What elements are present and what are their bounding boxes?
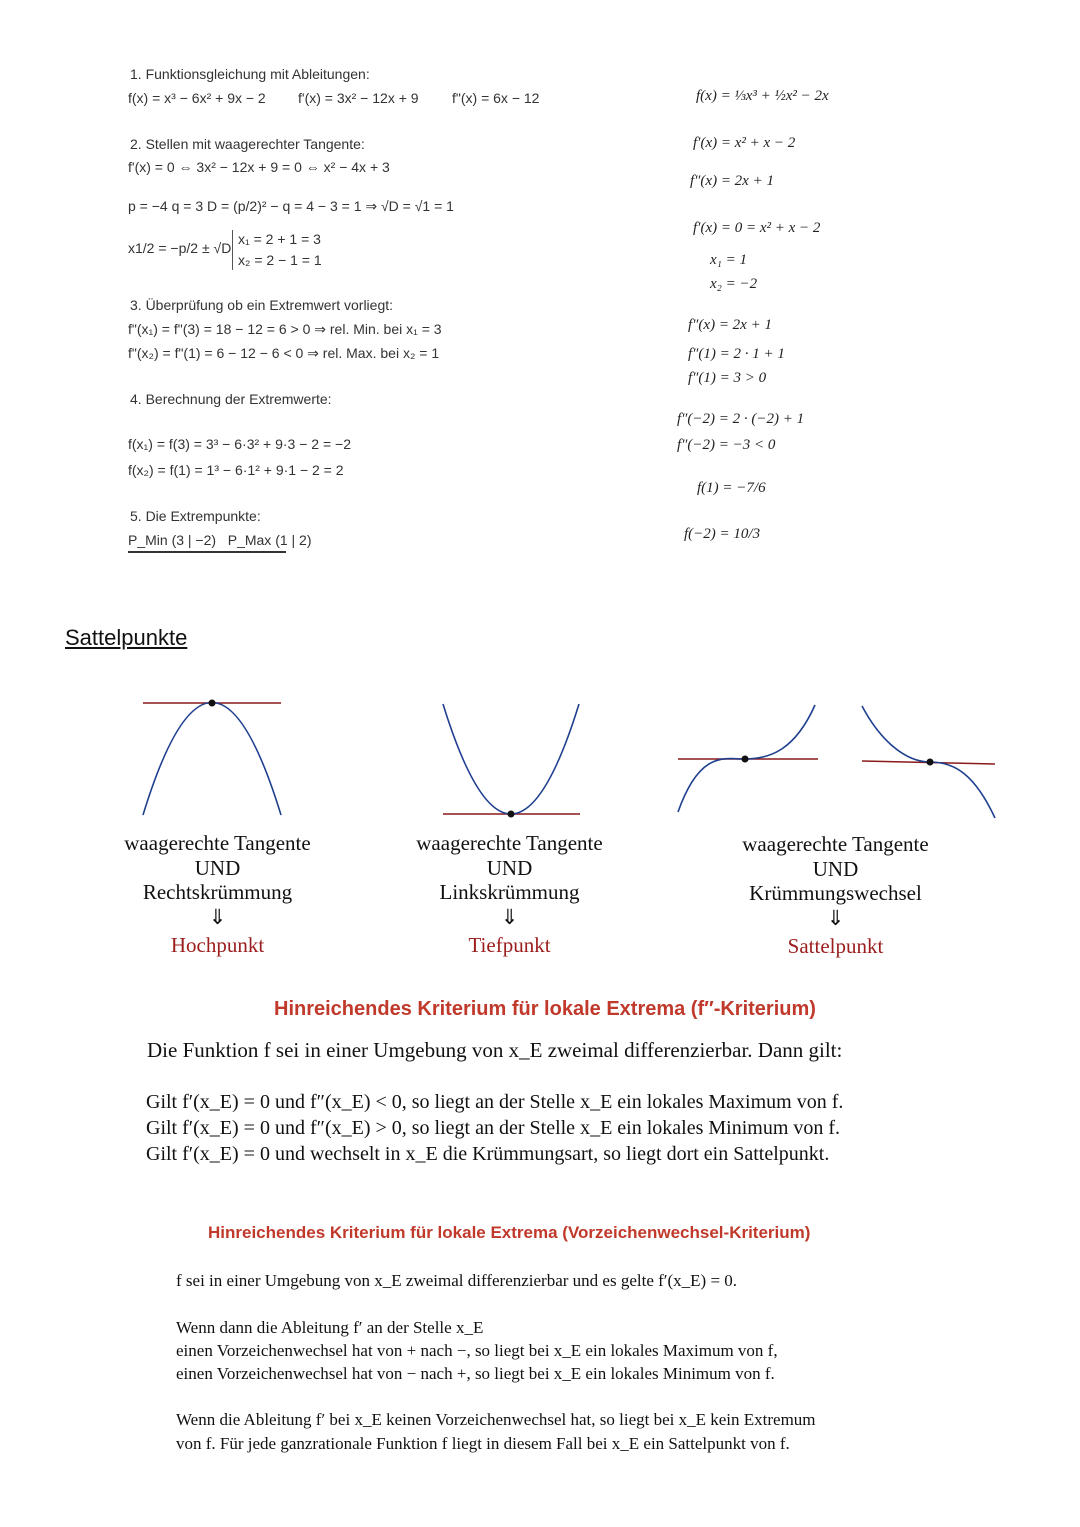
caption-saddle-line3: Krümmungswechsel xyxy=(749,881,922,905)
criterion1-line1: Gilt f′(x_E) = 0 und f″(x_E) < 0, so liegt an der Stelle x_E ein lokales Maximum von f. xyxy=(146,1091,844,1113)
step4-line2: f(x₂) = f(1) = 1³ − 6·1² + 9·1 − 2 = 2 xyxy=(128,462,344,478)
step2-equation: f'(x) = 0 ⇔ 3x² − 12x + 9 = 0 ⇔ x² − 4x + 3 xyxy=(128,159,390,175)
criterion2-title: Hinreichendes Kriterium für lokale Extrema (Vorzeichenwechsel-Kriterium) xyxy=(208,1223,811,1242)
step4-line1: f(x₁) = f(3) = 3³ − 6·3² + 9·3 − 2 = −2 xyxy=(128,436,351,452)
step1-function: f(x) = x³ − 6x² + 9x − 2 xyxy=(128,90,266,106)
right-first-derivative: f′(x) = x² + x − 2 xyxy=(693,135,796,151)
min-point xyxy=(508,811,515,818)
caption-saddle-line2: UND xyxy=(812,856,859,881)
right-x2: x₂ = −2 xyxy=(710,276,758,292)
caption-saddle-result: Sattelpunkt xyxy=(787,934,884,958)
caption-minimum-line1: waagerechte Tangente xyxy=(416,831,603,855)
criterion2-p1-line2: einen Vorzeichenwechsel hat von + nach −, so liegt bei x_E ein lokales Maximum von f, xyxy=(176,1341,778,1360)
right-check1: f″(1) = 2 · 1 + 1 xyxy=(688,346,785,362)
caption-minimum-arrow: ⇓ xyxy=(500,904,519,929)
right-value1: f(1) = −7/6 xyxy=(697,480,766,496)
right-x1: x₁ = 1 xyxy=(710,252,747,268)
criterion2-p1-line1: Wenn dann die Ableitung f′ an der Stelle x_E xyxy=(176,1318,484,1337)
right-second-derivative: f″(x) = 2x + 1 xyxy=(690,173,774,189)
right-check2: f″(−2) = 2 · (−2) + 1 xyxy=(677,411,805,427)
caption-maximum xyxy=(100,831,335,958)
step2-pq: p = −4 q = 3 D = (p/2)² − q = 4 − 3 = 1 ⇒ √D = √1 = 1 xyxy=(128,198,454,214)
right-function: f(x) = ⅓x³ + ½x² − 2x xyxy=(696,88,829,104)
step2-title: 2. Stellen mit waagerechter Tangente: xyxy=(130,136,365,152)
right-value2: f(−2) = 10/3 xyxy=(684,526,761,542)
caption-maximum-arrow: ⇓ xyxy=(208,904,227,929)
step2-bracket xyxy=(232,230,233,270)
caption-minimum xyxy=(392,831,627,958)
pmax-point: P_Max (1 | 2) xyxy=(227,532,312,548)
min-curve xyxy=(443,704,579,814)
caption-maximum-result: Hochpunkt xyxy=(170,933,265,957)
criterion1-line2: Gilt f′(x_E) = 0 und f″(x_E) > 0, so liegt an der Stelle x_E ein lokales Minimum von f. xyxy=(146,1117,841,1139)
step2-formula: x1/2 = −p/2 ± √D xyxy=(128,240,232,256)
caption-saddle xyxy=(708,832,963,959)
criterion2-p2-line1: Wenn die Ableitung f′ bei x_E keinen Vorzeichenwechsel hat, so liegt bei x_E kein Extremum xyxy=(176,1410,816,1429)
right-second-derivative-again: f″(x) = 2x + 1 xyxy=(688,317,772,333)
step1-second-derivative: f"(x) = 6x − 12 xyxy=(452,90,540,106)
step1-first-derivative: f'(x) = 3x² − 12x + 9 xyxy=(298,90,419,106)
maximum-diagram xyxy=(143,700,281,816)
criterion2-intro: f sei in einer Umgebung von x_E zweimal differenzierbar und es gelte f′(x_E) = 0. xyxy=(176,1271,738,1290)
step4-title: 4. Berechnung der Extremwerte: xyxy=(130,391,332,407)
right-check1-result: f″(1) = 3 > 0 xyxy=(688,370,767,386)
caption-maximum-line3: Rechtskrümmung xyxy=(142,880,293,904)
criterion2-p1-line3: einen Vorzeichenwechsel hat von − nach +, so liegt bei x_E ein lokales Minimum von f. xyxy=(176,1364,775,1383)
step3-line2: f"(x₂) = f"(1) = 6 − 12 − 6 < 0 ⇒ rel. Max. bei x₂ = 1 xyxy=(128,345,440,361)
caption-minimum-line3: Linkskrümmung xyxy=(439,880,580,904)
right-zero-equation: f′(x) = 0 = x² + x − 2 xyxy=(693,220,821,236)
saddle-diagrams xyxy=(678,705,995,818)
step2-x2: x₂ = 2 − 1 = 1 xyxy=(238,252,322,268)
caption-saddle-line1: waagerechte Tangente xyxy=(742,832,929,856)
right-check2-result: f″(−2) = −3 < 0 xyxy=(677,437,776,453)
pmin-point: P_Min (3 | −2) xyxy=(128,532,217,548)
max-curve xyxy=(143,703,281,816)
criterion1-intro: Die Funktion f sei in einer Umgebung von x_E zweimal differenzierbar. Dann gilt: xyxy=(147,1038,843,1062)
caption-maximum-line2: UND xyxy=(194,855,241,880)
saddle2-point xyxy=(927,759,934,766)
section-heading: Sattelpunkte xyxy=(65,625,188,650)
step2-x1: x₁ = 2 + 1 = 3 xyxy=(238,231,321,247)
step5-points xyxy=(128,532,312,553)
caption-minimum-result: Tiefpunkt xyxy=(468,933,551,957)
step3-title: 3. Überprüfung ob ein Extremwert vorliegt: xyxy=(130,297,394,313)
caption-saddle-arrow: ⇓ xyxy=(826,905,845,930)
step1-title: 1. Funktionsgleichung mit Ableitungen: xyxy=(130,66,370,82)
curvature-diagrams xyxy=(0,690,1080,830)
caption-minimum-line2: UND xyxy=(486,855,533,880)
max-point xyxy=(209,700,216,707)
step5-title: 5. Die Extrempunkte: xyxy=(130,508,261,524)
criterion2-p2-line2: von f. Für jede ganzrationale Funktion f liegt in diesem Fall bei x_E ein Sattelpunkt von f. xyxy=(176,1434,790,1453)
caption-maximum-line1: waagerechte Tangente xyxy=(124,831,311,855)
criterion1-line3: Gilt f′(x_E) = 0 und wechselt in x_E die Krümmungsart, so liegt dort ein Sattelpunkt. xyxy=(146,1143,830,1165)
minimum-diagram xyxy=(443,704,580,818)
saddle1-point xyxy=(742,756,749,763)
step3-line1: f"(x₁) = f"(3) = 18 − 12 = 6 > 0 ⇒ rel. Min. bei x₁ = 3 xyxy=(128,321,442,337)
criterion1-title: Hinreichendes Kriterium für lokale Extrema (f″-Kriterium) xyxy=(274,998,816,1020)
